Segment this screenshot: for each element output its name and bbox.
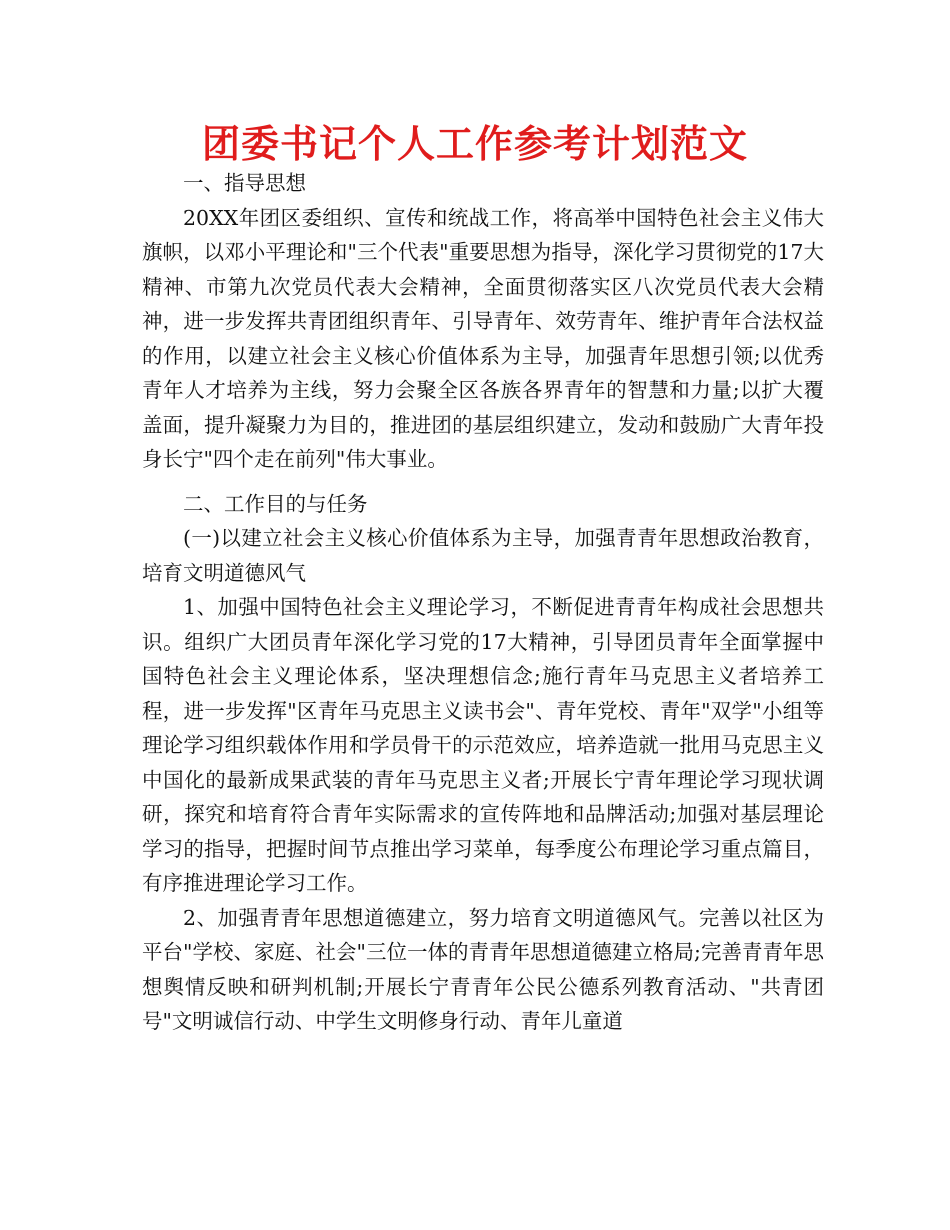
paragraph-guiding-ideology: 20XX年团区委组织、宣传和统战工作，将高举中国特色社会主义伟大旗帜，以邓小平理论和"三个代表"重要思想为指导，深化学习贯彻党的17大精神、市第九次党员代表大会精神，全面贯彻落实区八次党员代表大会精神，进一步发挥共青团组织青年、引导青年、效劳青年、维护青年合法权益的作用，以建立社会主义核心价值体系为主导，加强青年思想引领;以优秀青年人才培养为主线，努力会聚全区各族各界青年的智慧和力量;以扩大覆盖面，提升凝聚力为目的，推进团的基层组织建立，发动和鼓励广大青年投身长宁"四个走在前列"伟大事业。 (142, 205, 824, 471)
document-title: 团委书记个人工作参考计划范文 (201, 122, 748, 166)
paragraph-item-2: 2、加强青青年思想道德建立，努力培育文明道德风气。完善以社区为平台"学校、家庭、社会"三位一体的青青年思想道德建立格局;完善青青年思想舆情反映和研判机制;开展长宁青青年公民公德系列教育活动、"共青团号"文明诚信行动、中学生文明修身行动、青年儿童道 (142, 905, 824, 1033)
subsection-heading-1: (一)以建立社会主义核心价值体系为主导，加强青青年思想政治教育，培育文明道德风气 (142, 526, 824, 585)
section-heading-1: 一、指导思想 (183, 171, 306, 195)
section-heading-2: 二、工作目的与任务 (183, 491, 368, 516)
paragraph-item-1: 1、加强中国特色社会主义理论学习，不断促进青青年构成社会思想共识。组织广大团员青年深化学习党的17大精神，引导团员青年全面掌握中国特色社会主义理论体系，坚决理想信念;施行青年马克思主义者培养工程，进一步发挥"区青年马克思主义读书会"、青年党校、青年"双学"小组等理论学习组织载体作用和学员骨干的示范效应，培养造就一批用马克思主义中国化的最新成果武装的青年马克思主义者;开展长宁青年理论学习现状调研，探究和培育符合青年实际需求的宣传阵地和品牌活动;加强对基层理论学习的指导，把握时间节点推出学习菜单，每季度公布理论学习重点篇目，有序推进理论学习工作。 (142, 595, 824, 895)
document-body (142, 166, 824, 1039)
